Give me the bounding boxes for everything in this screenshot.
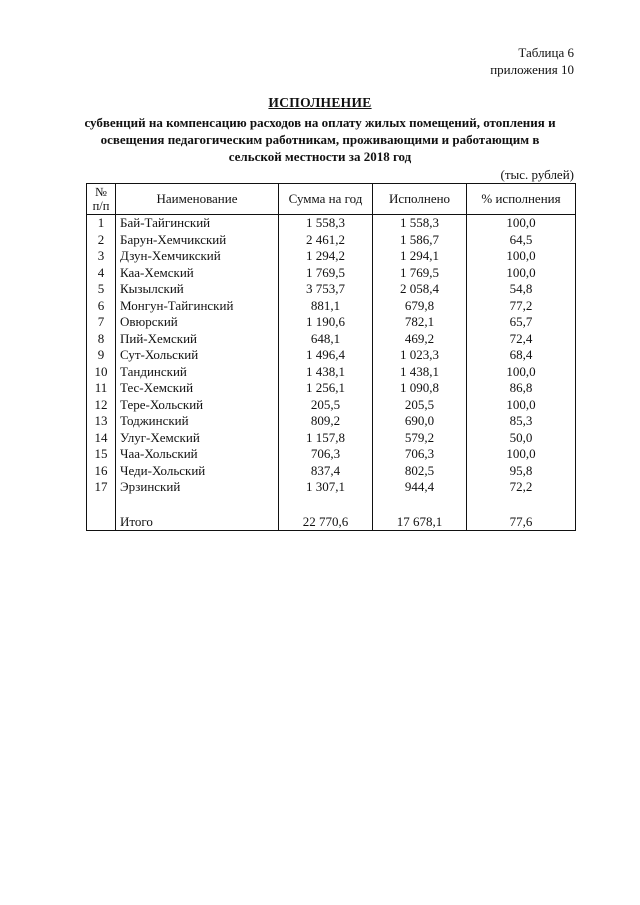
- cell-sum: 3 753,7: [279, 281, 373, 298]
- cell-name: Монгун-Тайгинский: [116, 298, 279, 315]
- col-header-number: [87, 184, 116, 215]
- document-subtitle: [0, 114, 640, 165]
- cell-name: Чеди-Хольский: [116, 463, 279, 480]
- table-row: [87, 479, 576, 496]
- cell-name: Эрзинский: [116, 479, 279, 496]
- subtitle-line: субвенций на компенсацию расходов на оплату жилых помещений, отопления и: [84, 115, 556, 130]
- col-header-number-line2: п/п: [92, 199, 110, 213]
- cell-number: 11: [87, 380, 116, 397]
- cell-percent: 72,2: [467, 479, 576, 496]
- header-row: [87, 184, 576, 215]
- cell-executed: 706,3: [373, 446, 467, 463]
- table-row: [87, 430, 576, 447]
- cell-number: 12: [87, 397, 116, 414]
- cell-executed: 782,1: [373, 314, 467, 331]
- cell-number: 17: [87, 479, 116, 496]
- cell-name: Бай-Тайгинский: [116, 215, 279, 232]
- cell-sum: 1 769,5: [279, 265, 373, 282]
- spacer-cell: [373, 496, 467, 514]
- cell-sum: 837,4: [279, 463, 373, 480]
- cell-executed: 1 558,3: [373, 215, 467, 232]
- table-row: [87, 380, 576, 397]
- cell-sum: 881,1: [279, 298, 373, 315]
- cell-number: 7: [87, 314, 116, 331]
- cell-name: Кызылский: [116, 281, 279, 298]
- table-body: [87, 215, 576, 531]
- cell-number: 3: [87, 248, 116, 265]
- total-cell-sum: 22 770,6: [279, 514, 373, 531]
- cell-number: 16: [87, 463, 116, 480]
- cell-percent: 100,0: [467, 364, 576, 381]
- total-cell-number: [87, 514, 116, 531]
- cell-name: Дзун-Хемчикский: [116, 248, 279, 265]
- table-header: [87, 184, 576, 215]
- cell-sum: 706,3: [279, 446, 373, 463]
- cell-executed: 679,8: [373, 298, 467, 315]
- cell-sum: 1 157,8: [279, 430, 373, 447]
- cell-sum: 1 256,1: [279, 380, 373, 397]
- cell-number: 6: [87, 298, 116, 315]
- cell-sum: 809,2: [279, 413, 373, 430]
- cell-name: Тес-Хемский: [116, 380, 279, 397]
- cell-executed: 1 438,1: [373, 364, 467, 381]
- cell-number: 8: [87, 331, 116, 348]
- cell-executed: 2 058,4: [373, 281, 467, 298]
- cell-name: Чаа-Хольский: [116, 446, 279, 463]
- col-header-sum: Сумма на год: [279, 184, 373, 215]
- table-row: [87, 314, 576, 331]
- cell-sum: 205,5: [279, 397, 373, 414]
- table-row: [87, 215, 576, 232]
- subtitle-line: освещения педагогическим работникам, проживающими и работающим в: [100, 132, 540, 147]
- cell-sum: 1 438,1: [279, 364, 373, 381]
- spacer-cell: [467, 496, 576, 514]
- cell-number: 10: [87, 364, 116, 381]
- cell-number: 1: [87, 215, 116, 232]
- cell-percent: 65,7: [467, 314, 576, 331]
- cell-name: Барун-Хемчикский: [116, 232, 279, 249]
- cell-number: 2: [87, 232, 116, 249]
- cell-executed: 690,0: [373, 413, 467, 430]
- cell-number: 13: [87, 413, 116, 430]
- table-row: [87, 265, 576, 282]
- cell-sum: 1 190,6: [279, 314, 373, 331]
- cell-percent: 72,4: [467, 331, 576, 348]
- cell-executed: 944,4: [373, 479, 467, 496]
- cell-sum: 648,1: [279, 331, 373, 348]
- cell-name: Пий-Хемский: [116, 331, 279, 348]
- cell-executed: 579,2: [373, 430, 467, 447]
- col-header-executed: Исполнено: [373, 184, 467, 215]
- cell-executed: 469,2: [373, 331, 467, 348]
- cell-percent: 95,8: [467, 463, 576, 480]
- table-number-label: Таблица 6: [518, 45, 574, 60]
- subtitle-line: сельской местности за 2018 год: [228, 149, 412, 164]
- table-row: [87, 397, 576, 414]
- cell-percent: 100,0: [467, 215, 576, 232]
- cell-executed: 205,5: [373, 397, 467, 414]
- cell-sum: 1 496,4: [279, 347, 373, 364]
- cell-percent: 86,8: [467, 380, 576, 397]
- cell-percent: 64,5: [467, 232, 576, 249]
- cell-number: 4: [87, 265, 116, 282]
- cell-executed: 802,5: [373, 463, 467, 480]
- table-row: [87, 364, 576, 381]
- spacer-cell: [279, 496, 373, 514]
- cell-sum: 1 558,3: [279, 215, 373, 232]
- total-cell-name: Итого: [116, 514, 279, 531]
- appendix-label: приложения 10: [490, 62, 574, 77]
- cell-percent: 100,0: [467, 446, 576, 463]
- cell-sum: 1 307,1: [279, 479, 373, 496]
- total-row: [87, 514, 576, 531]
- col-header-percent: % исполнения: [467, 184, 576, 215]
- table-row: [87, 347, 576, 364]
- execution-table: [86, 183, 576, 531]
- cell-name: Сут-Хольский: [116, 347, 279, 364]
- spacer-cell: [87, 496, 116, 514]
- table-row: [87, 232, 576, 249]
- col-header-name: Наименование: [116, 184, 279, 215]
- document-title: ИСПОЛНЕНИЕ: [268, 95, 372, 110]
- cell-number: 14: [87, 430, 116, 447]
- cell-name: Улуг-Хемский: [116, 430, 279, 447]
- spacer-row: [87, 496, 576, 514]
- cell-name: Тоджинский: [116, 413, 279, 430]
- cell-executed: 1 294,1: [373, 248, 467, 265]
- total-cell-executed: 17 678,1: [373, 514, 467, 531]
- table-row: [87, 463, 576, 480]
- cell-executed: 1 090,8: [373, 380, 467, 397]
- cell-percent: 54,8: [467, 281, 576, 298]
- cell-number: 5: [87, 281, 116, 298]
- table-row: [87, 281, 576, 298]
- table-row: [87, 331, 576, 348]
- cell-executed: 1 023,3: [373, 347, 467, 364]
- cell-number: 15: [87, 446, 116, 463]
- table-row: [87, 413, 576, 430]
- spacer-cell: [116, 496, 279, 514]
- cell-percent: 85,3: [467, 413, 576, 430]
- cell-number: 9: [87, 347, 116, 364]
- table-row: [87, 298, 576, 315]
- cell-name: Тандинский: [116, 364, 279, 381]
- cell-percent: 68,4: [467, 347, 576, 364]
- cell-executed: 1 769,5: [373, 265, 467, 282]
- cell-percent: 100,0: [467, 248, 576, 265]
- total-cell-percent: 77,6: [467, 514, 576, 531]
- cell-name: Тере-Хольский: [116, 397, 279, 414]
- cell-name: Каа-Хемский: [116, 265, 279, 282]
- cell-percent: 77,2: [467, 298, 576, 315]
- units-note: (тыс. рублей): [500, 167, 574, 182]
- cell-sum: 2 461,2: [279, 232, 373, 249]
- cell-percent: 50,0: [467, 430, 576, 447]
- cell-sum: 1 294,2: [279, 248, 373, 265]
- table-row: [87, 248, 576, 265]
- cell-name: Овюрский: [116, 314, 279, 331]
- cell-percent: 100,0: [467, 397, 576, 414]
- col-header-number-line1: №: [95, 185, 107, 199]
- table-row: [87, 446, 576, 463]
- cell-percent: 100,0: [467, 265, 576, 282]
- cell-executed: 1 586,7: [373, 232, 467, 249]
